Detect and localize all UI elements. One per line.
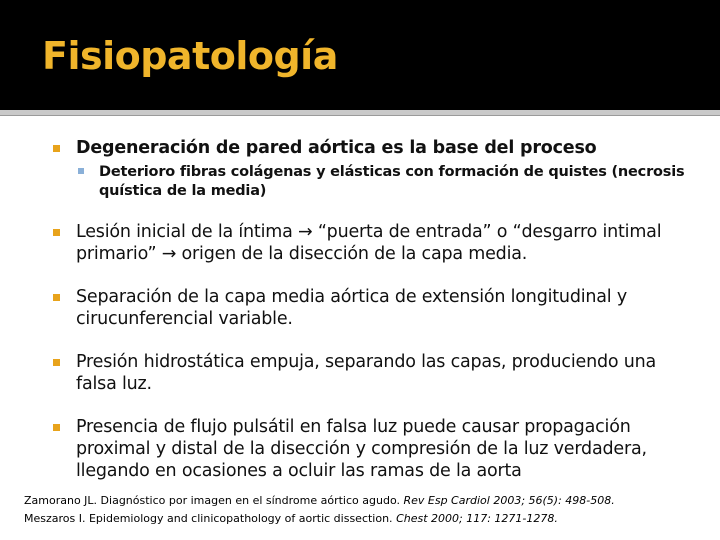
- title-divider: [0, 110, 720, 116]
- bullet-item: [50, 286, 690, 330]
- bullet-item: [50, 351, 690, 395]
- square-bullet-icon: [53, 359, 60, 366]
- bullet-item: [50, 137, 690, 200]
- square-bullet-icon: [53, 145, 60, 152]
- sub-bullet-item: [76, 162, 690, 200]
- bullet-text: Lesión inicial de la íntima → “puerta de entrada” o “desgarro intimal primario” → origen de la disección de la capa media.: [76, 222, 662, 264]
- square-bullet-icon: [53, 229, 60, 236]
- bullet-text: Separación de la capa media aórtica de extensión longitudinal y cirucunferencial variable.: [76, 287, 627, 329]
- slide-title: Fisiopatología: [42, 34, 338, 78]
- sub-bullet-text: Deterioro fibras colágenas y elásticas con formación de quistes (necrosis quística de la media): [99, 164, 685, 199]
- bullet-text: Presión hidrostática empuja, separando las capas, produciendo una falsa luz.: [76, 352, 657, 394]
- title-bar: [0, 0, 720, 110]
- bullet-item: [50, 416, 690, 482]
- reference-authors: Zamorano JL. Diagnóstico por imagen en el síndrome aórtico agudo.: [24, 494, 400, 507]
- bullet-list: [50, 137, 690, 503]
- references: [24, 492, 714, 528]
- reference-journal: Rev Esp Cardiol 2003; 56(5): 498-508.: [403, 494, 615, 507]
- bullet-text: Degeneración de pared aórtica es la base del proceso: [76, 138, 597, 158]
- square-bullet-icon: [53, 294, 60, 301]
- bullet-text: Presencia de flujo pulsátil en falsa luz puede causar propagación proximal y distal de la disección y compresión de la luz verdadera, llegando en ocasiones a ocluir las ramas de la aorta: [76, 417, 647, 481]
- reference-authors: Meszaros I. Epidemiology and clinicopathology of aortic dissection.: [24, 512, 393, 525]
- reference-item: [24, 510, 714, 528]
- square-bullet-icon: [53, 424, 60, 431]
- bullet-item: [50, 221, 690, 265]
- reference-item: [24, 492, 714, 510]
- reference-journal: Chest 2000; 117: 1271-1278.: [396, 512, 558, 525]
- square-sub-bullet-icon: [78, 168, 84, 174]
